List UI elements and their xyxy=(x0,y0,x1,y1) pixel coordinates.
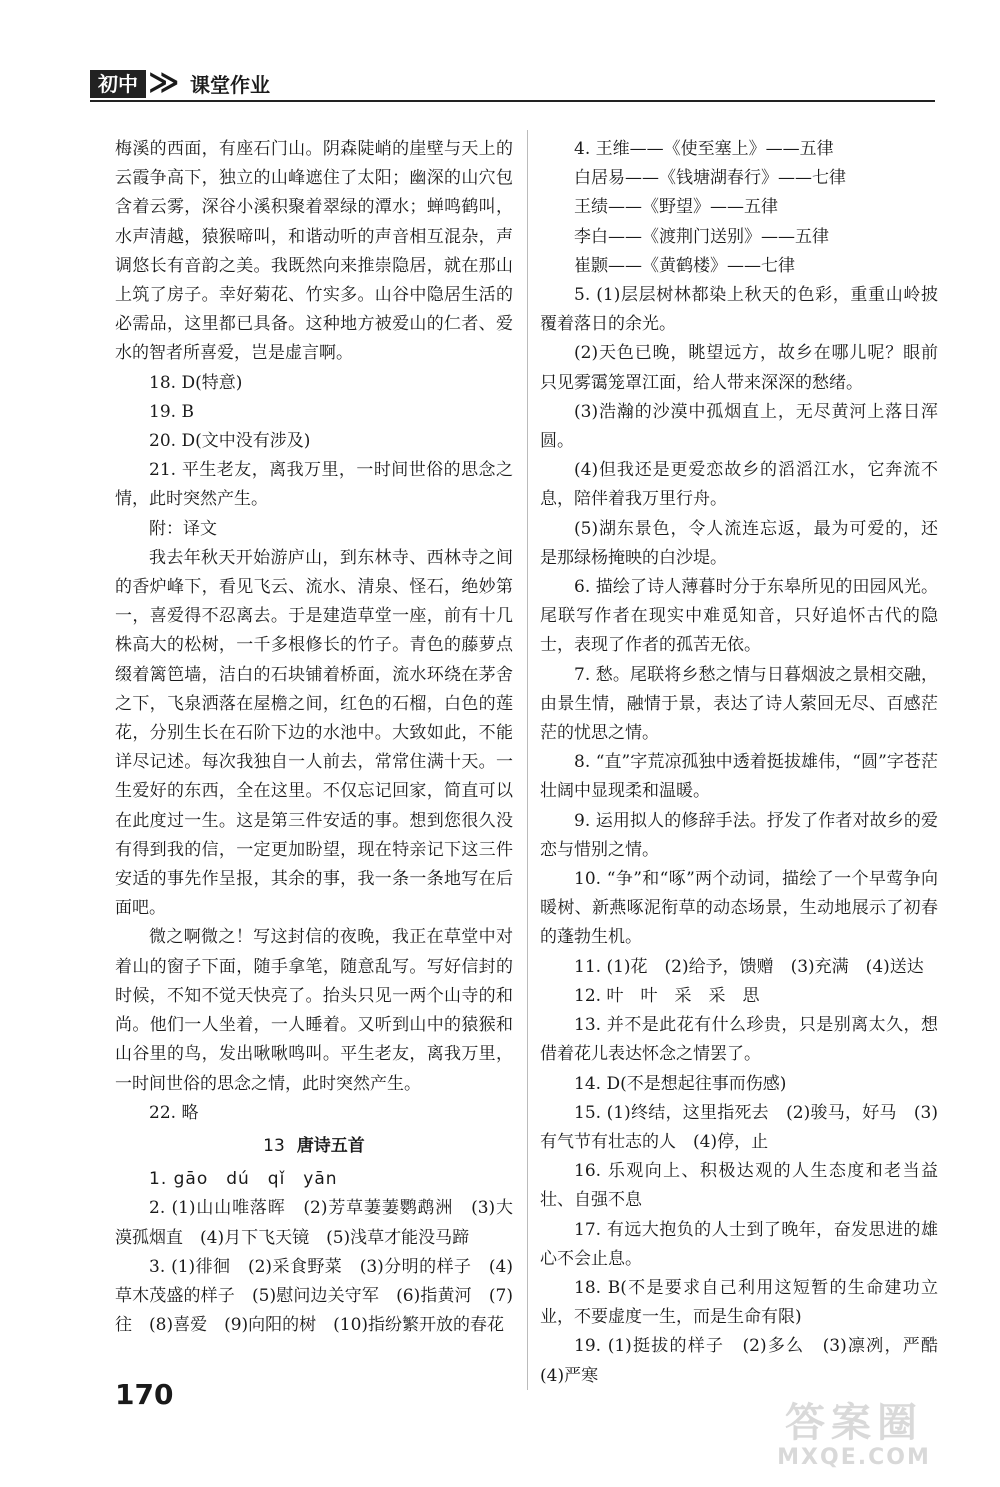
answer-20: 20. D(文中没有涉及) xyxy=(149,431,311,452)
answer-7: 7. 愁。尾联将乡愁之情与日暮烟波之景相交融，由景生情，融情于景，表达了诗人萦回无尽、百感茫茫的忧思之情。 xyxy=(540,664,938,744)
answer-4-line-2: 白居易——《钱塘湖春行》——七律 xyxy=(574,168,846,189)
translation-paragraph-2: 微之啊微之！写这封信的夜晚，我正在草堂中对着山的窗子下面，随手拿笔，随意乱写。写好信封的时候，不知不觉天快亮了。抬头只见一两个山寺的和尚。他们一人坐着，一人睡着。又听到山中的猿猴和山谷里的鸟，发出啾啾鸣叫。平生老友，离我万里，一时间世俗的思念之情，此时突然产生。 xyxy=(115,927,513,1094)
answer-5-4: (4)但我还是更爱恋故乡的滔滔江水，它奔流不息，陪伴着我万里行舟。 xyxy=(540,460,938,510)
page-number: 170 xyxy=(115,1378,174,1411)
answer-11: 11. (1)花 (2)给予，馈赠 (3)充满 (4)送达 xyxy=(574,956,924,977)
answer-6: 6. 描绘了诗人薄暮时分于东皋所见的田园风光。尾联写作者在现实中难觅知音，只好追怀古代的隐士，表现了作者的孤苦无依。 xyxy=(540,577,938,656)
appendix-label: 附：译文 xyxy=(149,518,217,539)
section-answer-3: 3. (1)徘徊 (2)采食野菜 (3)分明的样子 (4)草木茂盛的样子 (5)慰问边关守军 (6)指黄河 (7)往 (8)喜爱 (9)向阳的树 (10)指纷繁开放的春花 xyxy=(115,1256,513,1336)
section-answer-2: 2. (1)山山唯落晖 (2)芳草萋萋鹦鹉洲 (3)大漠孤烟直 (4)月下飞天镜 (5)浅草才能没马蹄 xyxy=(115,1198,513,1248)
answer-14: 14. D(不是想起往事而伤感) xyxy=(574,1073,787,1094)
answer-21: 21. 平生老友，离我万里，一时间世俗的思念之情，此时突然产生。 xyxy=(115,460,513,510)
answer-18: 18. D(特意) xyxy=(149,372,243,393)
section-heading xyxy=(115,1132,513,1161)
section-answer-1: 1. gāo dú qǐ yān xyxy=(149,1169,338,1190)
answer-8: 8. “直”字荒凉孤独中透着挺拔雄伟，“圆”字苍茫壮阔中显现柔和温暖。 xyxy=(540,752,938,802)
answer-22: 22. 略 xyxy=(149,1102,199,1123)
watermark-logo xyxy=(744,1400,964,1480)
answer-13: 13. 并不是此花有什么珍贵，只是别离太久，想借着花儿表达怀念之情罢了。 xyxy=(540,1015,938,1065)
answer-5-5: (5)湖东景色，令人流连忘返，最为可爱的，还是那绿杨掩映的白沙堤。 xyxy=(540,518,938,568)
watermark-text: 答案圈 xyxy=(785,1400,923,1446)
answer-10: 10. “争”和“啄”两个动词，描绘了一个早莺争向暖树、新燕啄泥衔草的动态场景，生动地展示了初春的蓬勃生机。 xyxy=(540,869,938,948)
answer-4-line-3: 王绩——《野望》——五律 xyxy=(574,197,778,218)
header-title: 课堂作业 xyxy=(190,73,270,97)
answer-5-3: (3)浩瀚的沙漠中孤烟直上，无尽黄河上落日浑圆。 xyxy=(540,401,938,452)
right-column xyxy=(540,135,955,1391)
section-title: 唐诗五首 xyxy=(296,1135,365,1156)
answer-16: 16. 乐观向上、积极达观的人生态度和老当益壮、自强不息 xyxy=(540,1161,938,1211)
answer-19-right: 19. (1)挺拔的样子 (2)多么 (3)凛冽，严酷 (4)严寒 xyxy=(540,1336,955,1386)
answer-5-1: 5. (1)层层树林都染上秋天的色彩，重重山岭披覆着落日的余光。 xyxy=(540,285,938,335)
section-number: 13 xyxy=(263,1135,285,1156)
answer-15: 15. (1)终结，这里指死去 (2)骏马，好马 (3)有气节有壮志的人 (4)停，止 xyxy=(540,1102,938,1152)
chevron-right-icon: ≫ xyxy=(148,65,174,100)
page-header xyxy=(90,66,935,102)
answer-19: 19. B xyxy=(149,401,194,422)
answer-5-2: (2)天色已晚，眺望远方，故乡在哪儿呢？眼前只见雾霭笼罩江面，给人带来深深的愁绪。 xyxy=(540,343,938,393)
header-badge: 初中 xyxy=(90,70,146,98)
column-divider xyxy=(527,130,528,1390)
translation-paragraph-1: 我去年秋天开始游庐山，到东林寺、西林寺之间的香炉峰下，看见飞云、流水、清泉、怪石，绝妙第一，喜爱得不忍离去。于是建造草堂一座，前有十几株高大的松树，一千多根修长的竹子。青色的藤萝点缀着篱笆墙，洁白的石块铺着桥面，流水环绕在茅舍之下，飞泉洒落在屋檐之间，红色的石榴，白色的莲花，分别生长在石阶下边的水池中。大致如此，不能详尽记述。每次我独自一人前去，常常住满十天。一生爱好的东西，全在这里。不仅忘记回家，简直可以在此度过一生。这是第三件安适的事。想到您很久没有得到我的信，一定更加盼望，现在特亲记下这三件安适的事先作呈报，其余的事，我一条一条地写在后面吧。 xyxy=(115,547,513,919)
left-column xyxy=(115,135,513,1340)
answer-4-line-1: 4. 王维——《使至塞上》——五律 xyxy=(574,139,834,159)
translation-continued: 梅溪的西面，有座石门山。阴森陡峭的崖壁与天上的云霞争高下，独立的山峰遮住了太阳；幽深的山穴包含着云雾，深谷小溪积聚着翠绿的潭水；蝉鸣鹤叫，水声清越，猿猴啼叫，和谐动听的声音相互混杂，声调悠长有音韵之美。我既然向来推崇隐居，就在那山上筑了房子。幸好菊花、竹实多。山谷中隐居生活的必需品，这里都已具备。这种地方被爱山的仁者、爱水的智者所喜爱，岂是虚言啊。 xyxy=(115,139,513,364)
answer-18-right: 18. B(不是要求自己利用这短暂的生命建功立业，不要虚度一生，而是生命有限) xyxy=(540,1277,938,1328)
answer-4-line-4: 李白——《渡荆门送别》——五律 xyxy=(574,226,829,247)
answer-4-line-5: 崔颢——《黄鹤楼》——七律 xyxy=(574,255,795,276)
answer-17: 17. 有远大抱负的人士到了晚年，奋发思进的雄心不会止息。 xyxy=(540,1219,938,1269)
answer-9: 9. 运用拟人的修辞手法。抒发了作者对故乡的爱恋与惜别之情。 xyxy=(540,810,938,860)
watermark-url: MXQE.COM xyxy=(777,1445,931,1470)
answer-12: 12. 叶 叶 采 采 思 xyxy=(574,985,760,1006)
